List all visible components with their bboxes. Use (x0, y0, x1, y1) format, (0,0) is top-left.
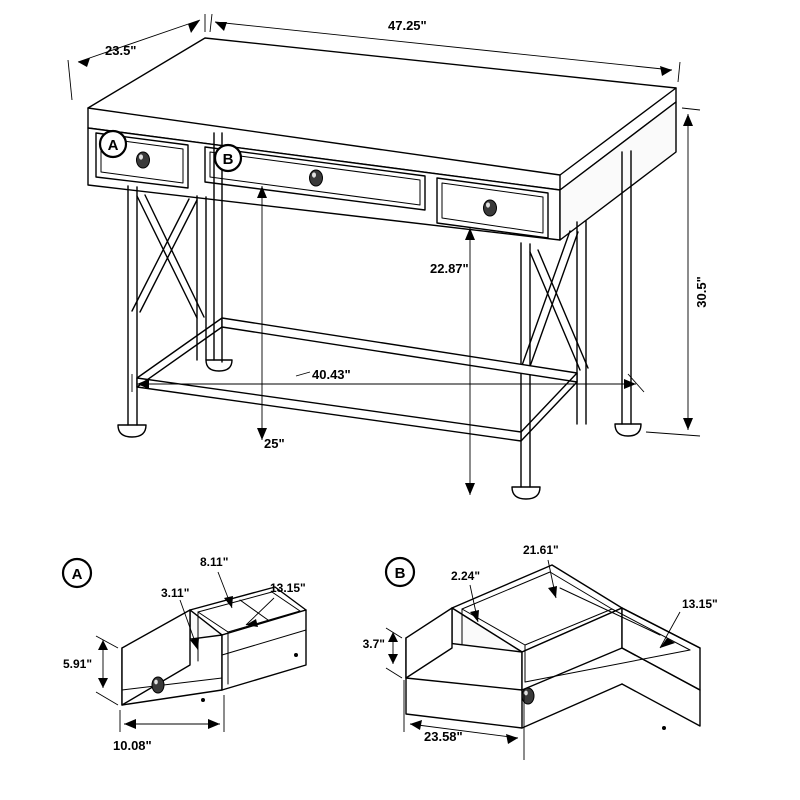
dim-b-width-label: 23.58" (424, 729, 463, 744)
dim-b-inner-left-label: 2.24" (451, 569, 481, 583)
dim-a-height-label: 5.91" (63, 657, 93, 671)
detail-a-badge-label: A (71, 566, 83, 583)
foot-front-right (512, 487, 540, 499)
dim-stretcher-label: 40.43" (312, 367, 351, 382)
leg-v-diag-2b (132, 199, 189, 311)
foot-rear-left (206, 360, 232, 371)
dim-a-inner-top-label: 8.11" (200, 555, 229, 569)
detail-a-view (63, 555, 306, 753)
dim-a-inner-top (200, 555, 233, 608)
dim-a-inner-left-label: 3.11" (161, 586, 190, 600)
foot-rear-right (615, 424, 641, 436)
detail-b-view (363, 543, 718, 760)
detail-b-badge-label: B (394, 565, 406, 582)
drawer-c-knob (484, 200, 497, 216)
drawer-a-knob (137, 152, 150, 168)
dim-a-inner-right-label: 13.15" (270, 581, 306, 595)
foot-front-left (118, 425, 146, 437)
drawer-a-rail-screw (201, 698, 205, 702)
dim-b-inner-right (660, 597, 718, 648)
callout-a-main (100, 131, 126, 157)
dim-width-label: 47.25" (388, 18, 427, 33)
callout-b-label: B (222, 151, 234, 168)
dim-b-inner-right-label: 13.15" (682, 597, 718, 611)
dim-leg-height (257, 186, 285, 451)
stretcher-front (222, 318, 577, 382)
dim-depth-label: 23.5" (105, 43, 137, 58)
stretcher-connector-left (137, 327, 222, 387)
drawer-b-knob (310, 170, 323, 186)
drawer-b-detail-knob-highlight (524, 691, 528, 696)
dim-leg-height-label: 25" (264, 436, 285, 451)
stretcher-lower-front (137, 378, 521, 441)
drawer-c-knob-highlight (486, 202, 490, 207)
dim-b-height (363, 628, 402, 678)
drawer-a-detail-knob-highlight (154, 680, 158, 685)
leg-v-diag-2 (140, 200, 197, 312)
dim-b-width (404, 680, 524, 760)
drawer-a-detail-knob (152, 677, 164, 693)
dim-clearance-label: 22.87" (430, 261, 469, 276)
dim-a-width-label: 10.08" (113, 738, 152, 753)
drawer-a-knob-highlight (139, 154, 143, 159)
dim-b-height-label: 3.7" (362, 637, 385, 651)
callout-a-label: A (107, 137, 119, 154)
drawer-b-rail-screw (662, 726, 666, 730)
dim-height-label: 30.5" (694, 276, 709, 308)
dim-a-height (63, 636, 118, 705)
callout-b-main (215, 145, 241, 171)
leg-v-diag-4b (520, 231, 570, 371)
leg-v-diag-1b (145, 195, 204, 317)
leg-v-diag-3 (530, 252, 580, 370)
drawer-a-rail-screw-2 (294, 653, 298, 657)
leg-v-diag-3b (538, 250, 588, 368)
desk-main-view (68, 14, 709, 499)
dim-b-inner-top-label: 21.61" (523, 543, 559, 557)
drawer-b-knob-highlight (312, 172, 316, 177)
leg-v-diag-4 (528, 232, 578, 372)
